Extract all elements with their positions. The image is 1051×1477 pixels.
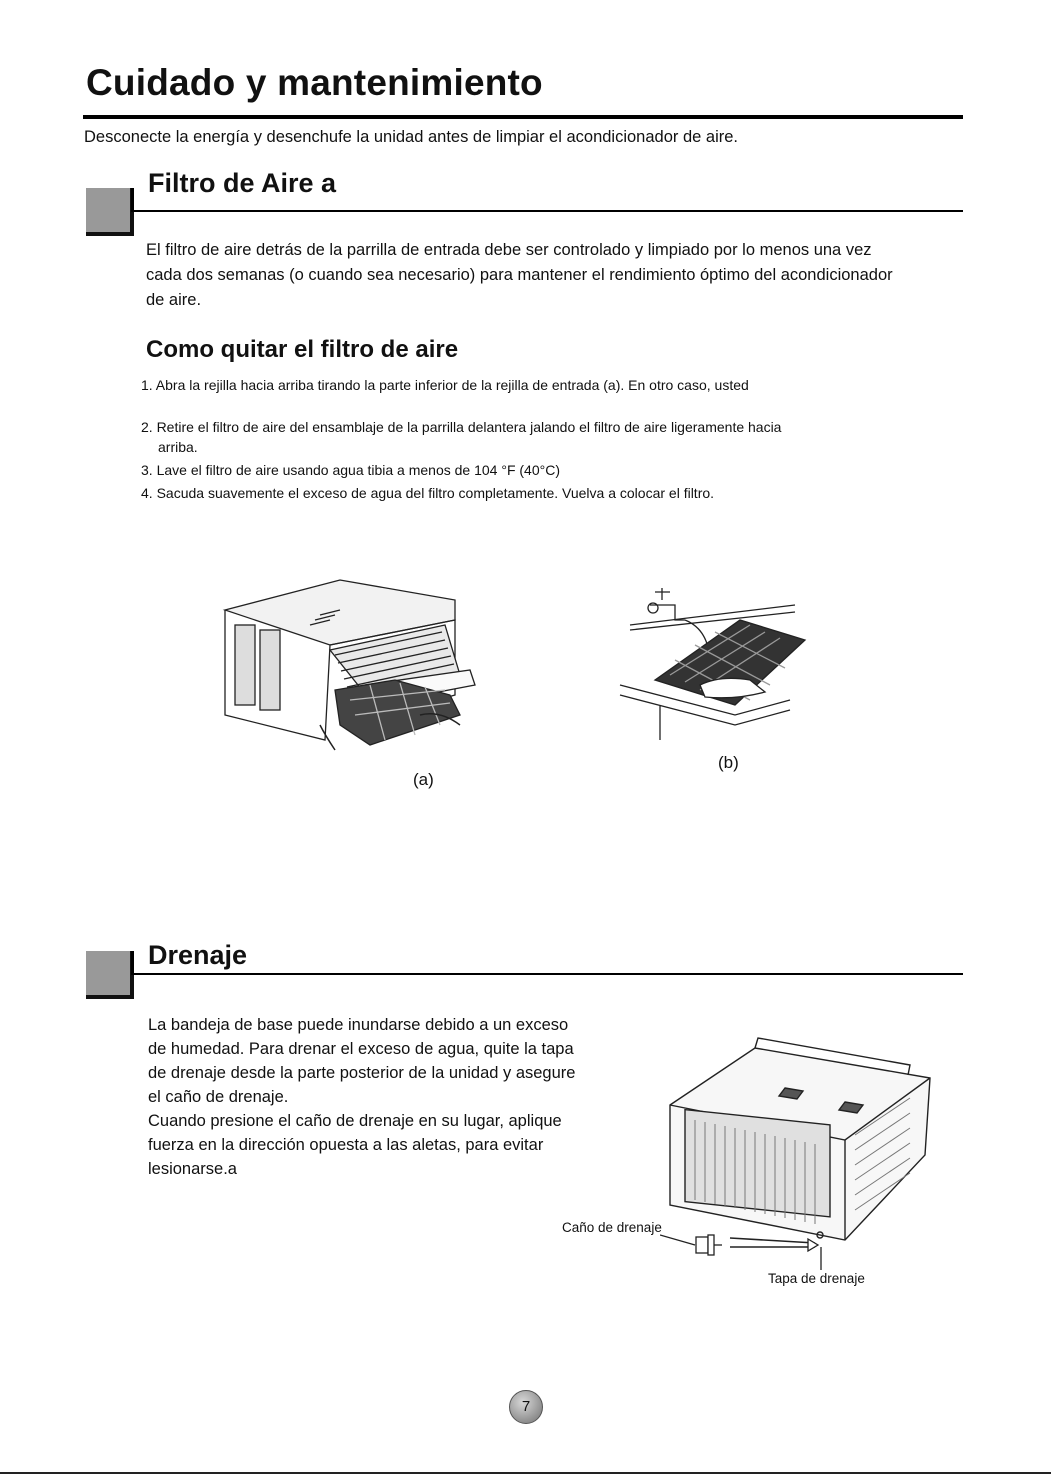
- page-number: 7: [509, 1390, 543, 1424]
- paragraph-line: La bandeja de base puede inundarse debido a un exceso: [148, 1016, 569, 1034]
- section-rule-filter: [131, 210, 963, 212]
- paragraph-line: de drenaje desde la parte posterior de la unidad y asegure: [148, 1064, 576, 1082]
- drain-paragraph: [148, 1013, 628, 1181]
- caption-a: (a): [413, 770, 434, 789]
- section-title-drain: Drenaje: [148, 940, 248, 970]
- filter-paragraph: [146, 238, 966, 313]
- step-3: 3. Lave el filtro de aire usando agua tibia a menos de 104 °F (40°C): [141, 462, 561, 478]
- paragraph-line: de aire.: [146, 291, 202, 309]
- illustration-filter-washing: [615, 580, 815, 745]
- label-drain-spout: Caño de drenaje: [562, 1220, 662, 1235]
- paragraph-line: el caño de drenaje.: [148, 1088, 289, 1106]
- section-marker-filter: [86, 188, 134, 236]
- caption-b: (b): [718, 753, 739, 772]
- section-marker-drain: [86, 951, 134, 999]
- section-rule-drain: [131, 973, 963, 975]
- paragraph-line: El filtro de aire detrás de la parrilla de entrada debe ser controlado y limpiado por lo menos una vez: [146, 241, 872, 259]
- paragraph-line: lesionarse.a: [148, 1160, 237, 1178]
- paragraph-line: cada dos semanas (o cuando sea necesario) para mantener el rendimiento óptimo del acondicionador: [146, 266, 893, 284]
- section-tick-filter: [131, 188, 134, 212]
- label-drain-cap: Tapa de drenaje: [768, 1271, 865, 1286]
- page-title: Cuidado y mantenimiento: [86, 62, 543, 103]
- step-1: 1. Abra la rejilla hacia arriba tirando la parte inferior de la rejilla de entrada (a). En otro caso, usted: [141, 377, 749, 393]
- title-divider: [83, 115, 963, 119]
- paragraph-line: Cuando presione el caño de drenaje en su lugar, aplique: [148, 1112, 562, 1130]
- intro-text: Desconecte la energía y desenchufe la unidad antes de limpiar el acondicionador de aire.: [84, 128, 739, 146]
- paragraph-line: de humedad. Para drenar el exceso de agua, quite la tapa: [148, 1040, 574, 1058]
- drain-spout-diagram: [660, 1225, 840, 1275]
- subsection-title: Como quitar el filtro de aire: [146, 336, 459, 363]
- section-title-filter: Filtro de Aire a: [148, 168, 337, 198]
- step-4: 4. Sacuda suavemente el exceso de agua del filtro completamente. Vuelva a colocar el filtro.: [141, 485, 715, 501]
- step-2-continued: arriba.: [158, 439, 198, 455]
- step-2: 2. Retire el filtro de aire del ensamblaje de la parrilla delantera jalando el filtro de aire ligeramente hacia: [141, 419, 782, 435]
- paragraph-line: fuerza en la dirección opuesta a las aletas, para evitar: [148, 1136, 544, 1154]
- illustration-filter-removal: [220, 575, 480, 755]
- section-tick-drain: [131, 951, 134, 975]
- illustration-drain-unit: [660, 1030, 945, 1255]
- bottom-divider: [0, 1472, 1051, 1474]
